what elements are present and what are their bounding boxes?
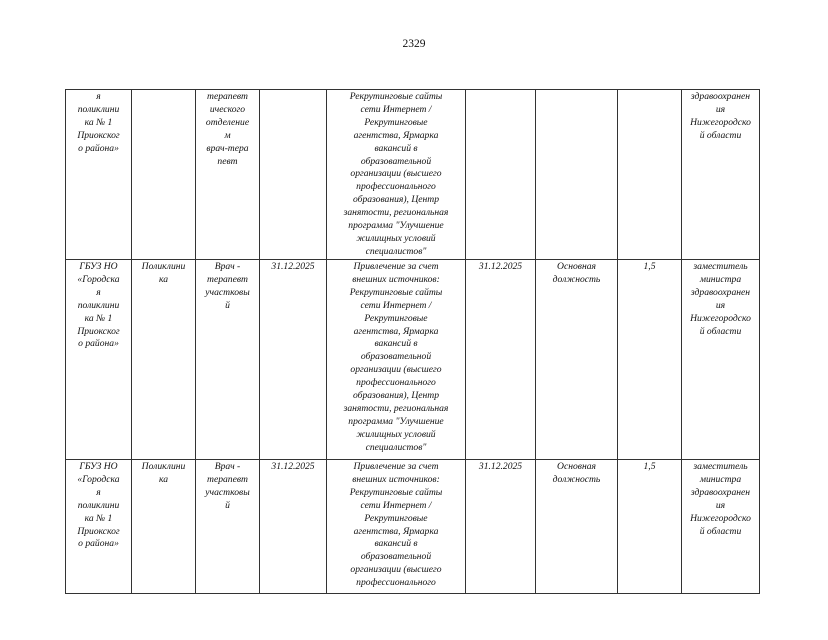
cell-deadline: 31.12.2025 [466, 260, 536, 460]
cell-employment-type [536, 90, 618, 260]
cell-measures: Привлечение за счет внешних источников: Рекрутинговые сайты сети Интернет / Рекрутинговые агентства, Ярмарка вакансий в образовательной организации (высшего профессионального [327, 460, 466, 594]
cell-unit [132, 90, 196, 260]
cell-date [260, 90, 327, 260]
cell-rate: 1,5 [618, 260, 682, 460]
cell-rate [618, 90, 682, 260]
table-row [66, 460, 760, 594]
cell-measures: Привлечение за счет внешних источников: Рекрутинговые сайты сети Интернет / Рекрутинговые агентства, Ярмарка вакансий в образовательной организации (высшего профессионального образования), Центр занятости, региональная программа "Улучшение жилищных условий специалистов" [327, 260, 466, 460]
cell-deadline [466, 90, 536, 260]
cell-organization: ГБУЗ НО «Городска я поликлини ка № 1 Приокског о района» [66, 460, 132, 594]
cell-unit: Поликлини ка [132, 260, 196, 460]
cell-organization: ГБУЗ НО «Городска я поликлини ка № 1 Приокског о района» [66, 260, 132, 460]
staffing-table [65, 89, 760, 594]
page-number: 2329 [402, 38, 426, 50]
cell-date: 31.12.2025 [260, 460, 327, 594]
cell-position: Врач - терапевт участковы й [196, 260, 260, 460]
cell-responsible: заместитель министра здравоохранен ия Нижегородско й области [682, 260, 760, 460]
cell-rate: 1,5 [618, 460, 682, 594]
cell-unit: Поликлини ка [132, 460, 196, 594]
cell-date: 31.12.2025 [260, 260, 327, 460]
cell-position: терапевт ического отделение м врач-тера певт [196, 90, 260, 260]
cell-employment-type: Основная должность [536, 460, 618, 594]
cell-position: Врач - терапевт участковы й [196, 460, 260, 594]
cell-employment-type: Основная должность [536, 260, 618, 460]
cell-responsible: здравоохранен ия Нижегородско й области [682, 90, 760, 260]
cell-deadline: 31.12.2025 [466, 460, 536, 594]
cell-organization: я поликлини ка № 1 Приокског о района» [66, 90, 132, 260]
cell-measures: Рекрутинговые сайты сети Интернет / Рекрутинговые агентства, Ярмарка вакансий в образовательной организации (высшего профессионального образования), Центр занятости, региональная программа "Улучшение жилищных условий специалистов" [327, 90, 466, 260]
table-row [66, 260, 760, 460]
table-row [66, 90, 760, 260]
cell-responsible: заместитель министра здравоохранен ия Нижегородско й области [682, 460, 760, 594]
